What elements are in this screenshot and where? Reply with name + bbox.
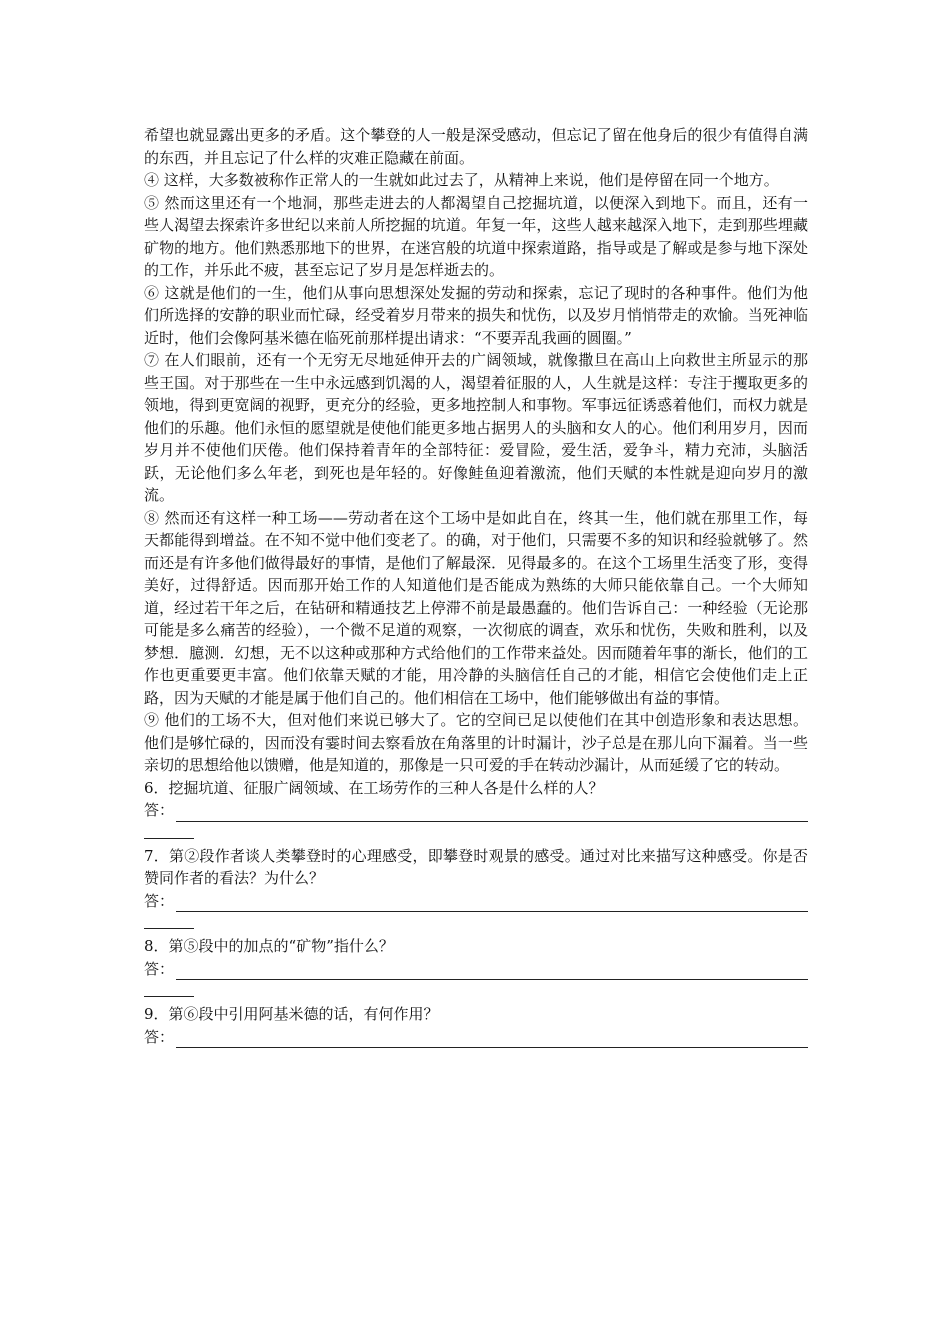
question-6-block: [144, 777, 808, 839]
answer-label: 答：: [144, 959, 175, 978]
paragraph-6: ⑥ 这就是他们的一生，他们从事向思想深处发掘的劳动和探索，忘记了现时的各种事件。他们为他们所选择的安静的职业而忙碌，经受着岁月带来的损失和忧伤，以及岁月悄悄带走的欢愉。当死神临近时，他们会像阿基米德在临死前那样提出请求：“不要弄乱我画的圆圈。”: [144, 283, 808, 347]
answer-8-field[interactable]: [176, 963, 808, 980]
answer-7-line[interactable]: [144, 890, 808, 913]
document-page: [144, 124, 808, 1048]
answer-6-line[interactable]: [144, 799, 808, 822]
answer-7-field[interactable]: [176, 895, 808, 912]
answer-6-tail[interactable]: [144, 822, 194, 839]
paragraph-continuation: 希望也就显露出更多的矛盾。这个攀登的人一般是深受感动，但忘记了留在他身后的很少有值得自满的东西，并且忘记了什么样的灾难正隐藏在前面。: [144, 126, 808, 167]
answer-8-tail[interactable]: [144, 980, 194, 997]
question-8-block: [144, 935, 808, 997]
answer-6-field[interactable]: [176, 805, 808, 822]
question-9: 9．第⑥段中引用阿基米德的话，有何作用？: [144, 1005, 439, 1023]
paragraph-7: ⑦ 在人们眼前，还有一个无穷无尽地延伸开去的广阔领域，就像撒旦在高山上向救世主所显示的那些王国。对于那些在一生中永远感到饥渴的人，渴望着征服的人，人生就是这样：专注于攫取更多的领地，得到更宽阔的视野，更充分的经验，更多地控制人和事物。军事远征诱惑着他们，而权力就是他们的乐趣。他们永恒的愿望就是使他们能更多地占据男人的头脑和女人的心。他们利用岁月，因而岁月并不使他们厌倦。他们保持着青年的全部特征：爱冒险，爱生活，爱争斗，精力充沛，头脑活跃，无论他们多么年老，到死也是年轻的。好像鲑鱼迎着激流，他们天赋的本性就是迎向岁月的激流。: [144, 351, 808, 504]
answer-7-tail[interactable]: [144, 912, 194, 929]
answer-9-line[interactable]: [144, 1026, 808, 1049]
question-8: 8．第⑤段中的加点的“矿物”指什么？: [144, 937, 394, 955]
paragraph-4: ④ 这样，大多数被称作正常人的一生就如此过去了，从精神上来说，他们是停留在同一个地方。: [144, 171, 779, 189]
paragraph-5: ⑤ 然而这里还有一个地洞，那些走进去的人都渴望自己挖掘坑道，以便深入到地下。而且，还有一些人渴望去探索许多世纪以来前人所挖掘的坑道。年复一年，这些人越来越深入地下，走到那些埋藏矿物的地方。他们熟悉那地下的世界，在迷宫般的坑道中探索道路，指导或是了解或是参与地下深处的工作，并乐此不疲，甚至忘记了岁月是怎样逝去的。: [144, 193, 808, 279]
paragraph-9: ⑨ 他们的工场不大，但对他们来说已够大了。它的空间已足以使他们在其中创造形象和表达思想。他们是够忙碌的，因而没有霎时间去察看放在角落里的计时漏计，沙子总是在那儿向下漏着。当一些亲切的思想给他以馈赠，他是知道的，那像是一只可爱的手在转动沙漏计，从而延缓了它的转动。: [144, 711, 808, 774]
paragraph-8: ⑧ 然而还有这样一种工场——劳动者在这个工场中是如此自在，终其一生，他们就在那里工作，每天都能得到增益。在不知不觉中他们变老了。的确，对于他们，只需要不多的知识和经验就够了。然而还是有许多他们做得最好的事情，是他们了解最深．见得最多的。在这个工场里生活变了形，变得美好，过得舒适。因而那开始工作的人知道他们是否能成为熟练的大师只能依靠自己。一个大师知道，经过若干年之后，在钻研和精通技艺上停滞不前是最愚蠢的。他们告诉自己：一种经验（无论那可能是多么痛苦的经验），一个微不足道的观察，一次彻底的调查，欢乐和忧伤，失败和胜利，以及梦想．臆测．幻想，无不以这种或那种方式给他们的工作带来益处。因而随着年事的渐长，他们的工作也更重要更丰富。他们依靠天赋的才能，用冷静的头脑信任自己的才能，相信它会使他们走上正路，因为天赋的才能是属于他们自己的。他们相信在工场中，他们能够做出有益的事情。: [144, 508, 808, 707]
answer-9-field[interactable]: [176, 1031, 808, 1048]
answer-label: 答：: [144, 1027, 175, 1046]
question-7-block: [144, 845, 808, 930]
question-9-block: [144, 1003, 808, 1048]
question-7: 7．第②段作者谈人类攀登时的心理感受，即攀登时观景的感受。通过对比来描写这种感受。你是否赞同作者的看法？为什么？: [144, 846, 808, 887]
answer-label: 答：: [144, 801, 175, 819]
question-6: 6．挖掘坑道、征服广阔领域、在工场劳作的三种人各是什么样的人？: [144, 778, 604, 797]
answer-8-line[interactable]: [144, 958, 808, 981]
answer-label: 答：: [144, 891, 175, 910]
